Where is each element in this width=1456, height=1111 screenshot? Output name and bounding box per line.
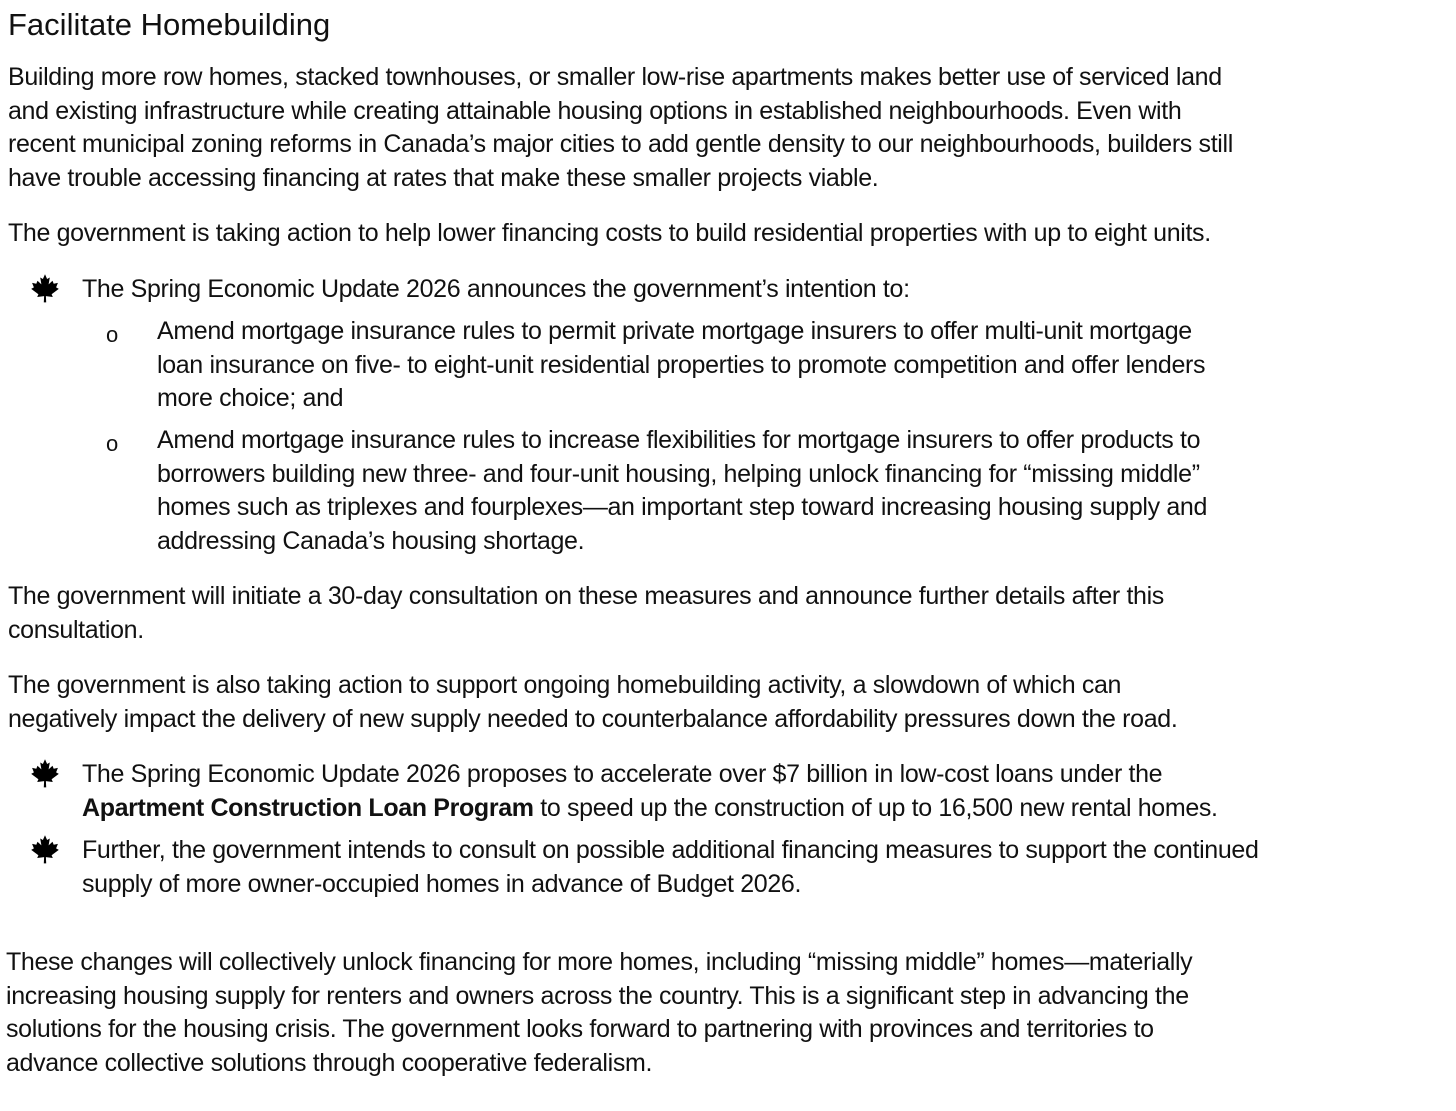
maple-leaf-icon [30,834,60,864]
sub-item-line: borrowers building new three- and four-unit housing, helping unlock financing for “missing middle” [157,459,1200,488]
intro-line: recent municipal zoning reforms in Canada’s major cities to add gentle density to our neighbourhoods, builders still [8,130,1233,158]
bullet-line [82,792,1218,826]
sub-bullet-marker: o [106,431,119,456]
conclusion-line: solutions for the housing crisis. The government looks forward to partnering with provinces and territories to [6,1015,1154,1043]
sub-item-line: homes such as triplexes and fourplexes—an important step toward increasing housing supply and [157,493,1208,521]
ongoing-line: The government is also taking action to support ongoing homebuilding activity, a slowdown of which can [8,671,1122,699]
intro-line: Building more row homes, stacked townhouses, or smaller low-rise apartments makes better use of serviced land [8,63,1222,91]
sub-item-line: addressing Canada’s housing shortage. [157,526,585,555]
conclusion-paragraph [6,946,1426,1080]
bullet-text [82,273,910,307]
section-title: Facilitate Homebuilding [8,7,331,42]
intro-line: and existing infrastructure while creating attainable housing options in established neighbourhoods. Even with [8,96,1182,125]
bullet-line: The Spring Economic Update 2026 announces the government’s intention to: [82,275,910,303]
bullet-line: The Spring Economic Update 2026 proposes to accelerate over $7 billion in low-cost loans under the [82,760,1163,788]
conclusion-line: These changes will collectively unlock financing for more homes, including “missing middle” homes—materially [6,948,1193,976]
maple-leaf-icon [30,273,60,303]
bullet-line: Further, the government intends to consult on possible additional financing measures to support the continued [82,836,1259,864]
action-line: The government is taking action to help lower financing costs to build residential properties with up to eight units. [8,219,1211,247]
sub-item-line: Amend mortgage insurance rules to increase flexibilities for mortgage insurers to offer products to [157,426,1201,454]
sub-item-line: more choice; and [157,384,344,412]
program-description: to speed up the construction of up to 16,500 new rental homes. [533,793,1218,822]
maple-leaf-icon [30,758,60,788]
sub-item-text [157,424,1207,558]
conclusion-line: increasing housing supply for renters and owners across the country. This is a significant step in advancing the [6,981,1189,1010]
sub-item-line: Amend mortgage insurance rules to permit private mortgage insurers to offer multi-unit mortgage [157,317,1192,345]
sub-item-text [157,315,1205,416]
bullet-line: supply of more owner-occupied homes in advance of Budget 2026. [82,869,802,898]
consultation-paragraph [8,580,1428,647]
bullet-text [82,758,1218,825]
ongoing-paragraph [8,669,1428,736]
bullet-text [82,834,1259,901]
conclusion-line: advance collective solutions through cooperative federalism. [6,1048,653,1077]
consultation-line: The government will initiate a 30-day consultation on these measures and announce further details after this [8,582,1164,610]
intro-paragraph [8,61,1428,195]
consultation-line: consultation. [8,615,144,644]
ongoing-line: negatively impact the delivery of new supply needed to counterbalance affordability pressures down the road. [8,704,1178,733]
action-paragraph [8,217,1428,251]
sub-bullet-marker: o [106,322,119,347]
sub-item-line: loan insurance on five- to eight-unit residential properties to promote competition and offer lenders [157,350,1206,379]
program-name: Apartment Construction Loan Program [82,793,534,822]
intro-line: have trouble accessing financing at rates that make these smaller projects viable. [8,163,879,192]
